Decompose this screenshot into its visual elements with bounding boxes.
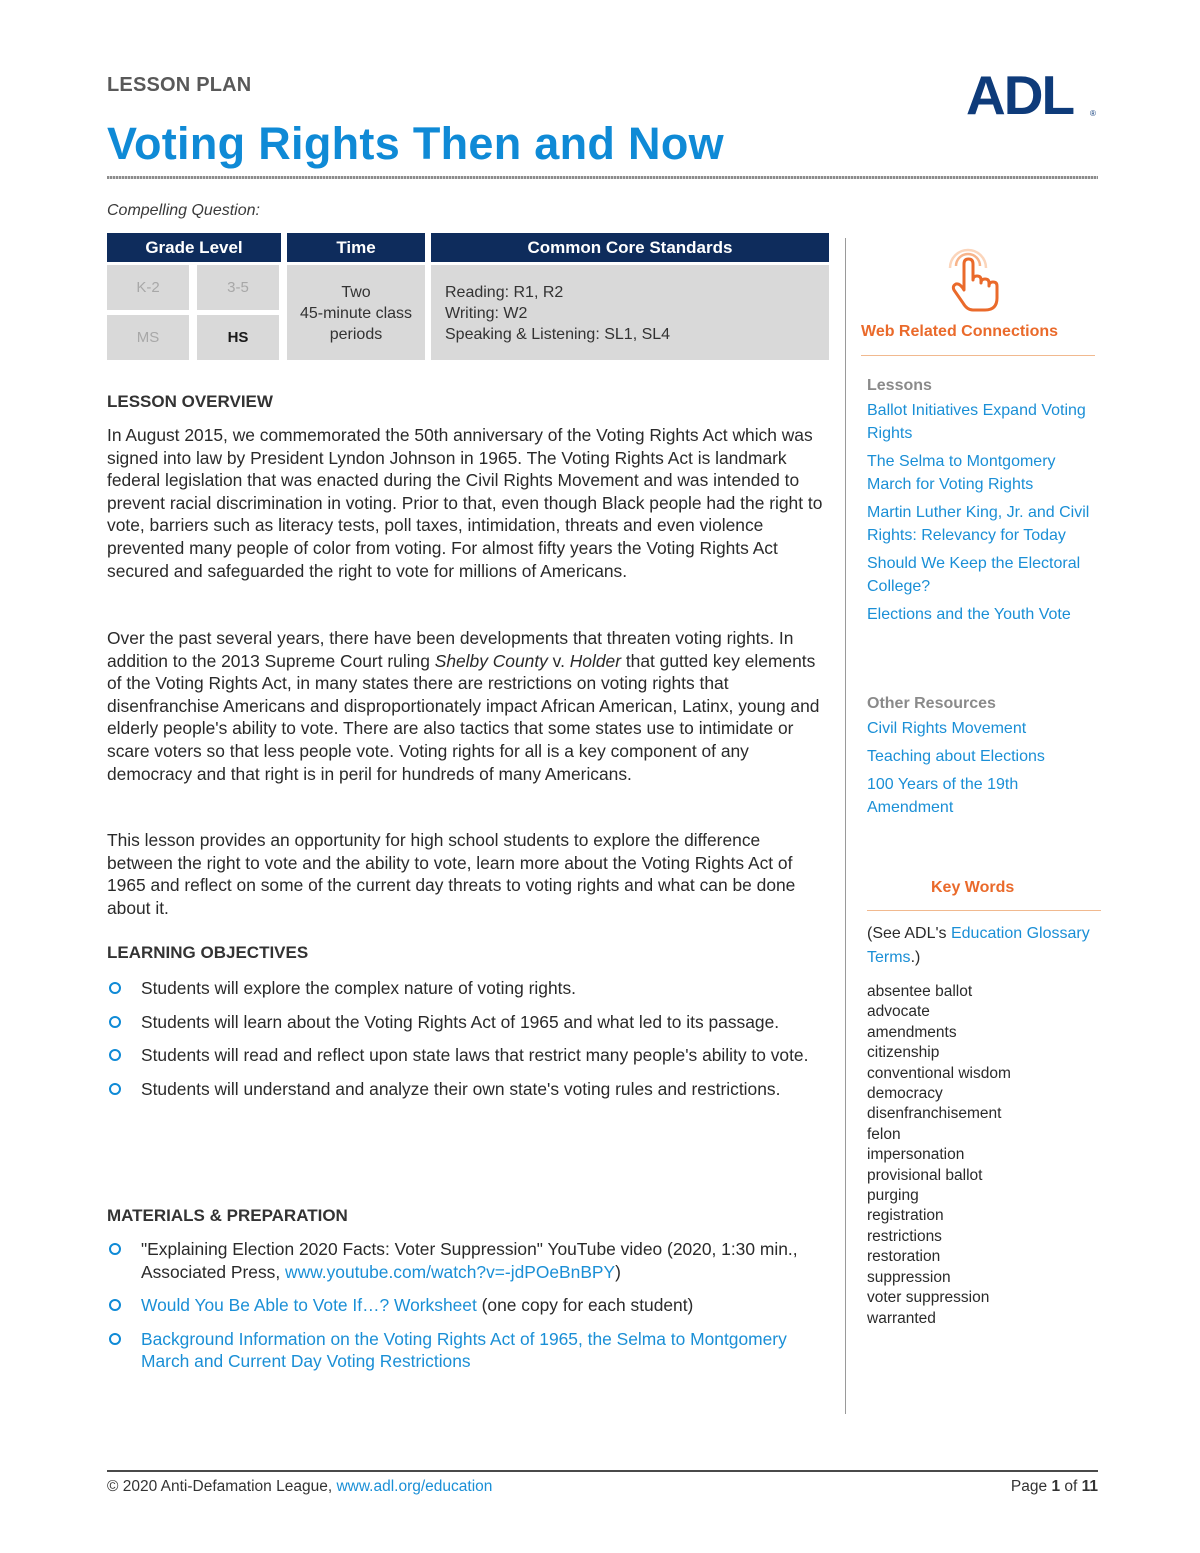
- other-resources-list: [867, 717, 1095, 824]
- grade-level-header: Grade Level: [107, 233, 281, 262]
- materials-list: [107, 1238, 829, 1373]
- footer-rule: [107, 1470, 1098, 1472]
- glossary-link[interactable]: Education Glossary Terms: [867, 925, 1090, 966]
- list-item: [867, 603, 1095, 626]
- list-item: [867, 399, 1095, 445]
- worksheet-link[interactable]: Would You Be Able to Vote If…? Worksheet: [141, 1295, 477, 1316]
- overview-paragraph-2: [107, 627, 829, 785]
- compelling-question: Compelling Question:: [107, 202, 260, 219]
- objective-text: Students will learn about the Voting Rights Act of 1965 and what led to its passage.: [141, 1011, 780, 1032]
- lesson-link-electoral-college[interactable]: Should We Keep the Electoral College?: [867, 555, 1081, 595]
- adl-education-link[interactable]: www.adl.org/education: [336, 1478, 493, 1495]
- grade-3-5: 3-5: [197, 265, 279, 310]
- time-header: Time: [287, 233, 425, 262]
- bullet-icon: [109, 1083, 121, 1095]
- bullet-icon: [109, 1243, 121, 1255]
- keyword-item: felon: [867, 1125, 901, 1143]
- keyword-item: absentee ballot: [867, 983, 973, 1000]
- overview-paragraph-1: In August 2015, we commemorated the 50th anniversary of the Voting Rights Act which was signed into law by President Lyndon Johnson in 1965. The Voting Rights Act is landmark federal legislation that was enacted during the Civil Rights Movement and was intended to prevent racial discrimination in voting. Prior to that, even though Black people had the right to vote, barriers such as literacy tests, poll taxes, intimidation, threats and even violence prevented many people of color from voting. For almost fifty years the Voting Rights Act secured and safeguarded the right to vote for millions of Americans.: [107, 425, 823, 581]
- list-item: [867, 773, 1095, 819]
- list-item: [107, 1044, 829, 1067]
- grade-ms: MS: [107, 315, 189, 360]
- keyword-item: amendments: [867, 1023, 957, 1041]
- lesson-link-ballot-initiatives[interactable]: Ballot Initiatives Expand Voting Rights: [867, 402, 1086, 442]
- time-line: periods: [329, 326, 383, 343]
- page-of-label: of: [1060, 1478, 1082, 1495]
- objective-text: Students will explore the complex nature of voting rights.: [141, 978, 576, 998]
- list-item: [867, 450, 1095, 496]
- keyword-item: warranted: [867, 1309, 936, 1327]
- objective-text: Students will understand and analyze their own state's voting rules and restrictions.: [141, 1078, 781, 1099]
- list-item: [107, 1294, 829, 1317]
- bullet-icon: [109, 1299, 121, 1311]
- keyword-item: provisional ballot: [867, 1166, 983, 1184]
- page-total: 11: [1081, 1478, 1098, 1495]
- lesson-overview-heading: LESSON OVERVIEW: [107, 392, 273, 411]
- keyword-item: voter suppression: [867, 1289, 990, 1307]
- keyword-item: citizenship: [867, 1044, 940, 1062]
- page-number: [1011, 1478, 1098, 1496]
- list-item: [107, 1011, 829, 1034]
- keyword-item: disenfranchisement: [867, 1105, 1002, 1123]
- keyword-item: restrictions: [867, 1227, 942, 1245]
- material-text: (one copy for each student): [476, 1295, 694, 1316]
- resource-link-civil-rights[interactable]: Civil Rights Movement: [867, 720, 1027, 737]
- keyword-item: restoration: [867, 1248, 941, 1266]
- list-item: [867, 552, 1095, 598]
- materials-heading: MATERIALS & PREPARATION: [107, 1206, 348, 1225]
- lessons-label: Lessons: [867, 377, 932, 394]
- key-words-heading: Key Words: [931, 879, 1015, 896]
- case-name-holder: Holder: [569, 650, 621, 671]
- adl-logo[interactable]: [966, 66, 1098, 120]
- grade-hs: HS: [197, 315, 279, 360]
- keyword-item: registration: [867, 1207, 944, 1225]
- list-item: [107, 977, 829, 1000]
- standard-line: Speaking & Listening: SL1, SL4: [445, 326, 671, 343]
- bullet-icon: [109, 982, 121, 994]
- page-label: Page: [1010, 1478, 1052, 1495]
- grade-k2: K-2: [107, 265, 189, 310]
- youtube-video-link[interactable]: www.youtube.com/watch?v=-jdPOeBnBPY: [285, 1261, 616, 1282]
- resource-link-19th-amendment[interactable]: 100 Years of the 19th Amendment: [867, 776, 1019, 816]
- list-item: [107, 1238, 829, 1283]
- lesson-link-youth-vote[interactable]: Elections and the Youth Vote: [867, 606, 1071, 623]
- overview-text: Over the past several years, there have been developments that threaten voting rights. In addition to the 2013 Supreme Court ruling: [107, 628, 794, 671]
- list-item: [867, 745, 1095, 768]
- objectives-list: [107, 977, 829, 1100]
- keyword-item: impersonation: [867, 1146, 965, 1164]
- standards-cell: [431, 265, 829, 360]
- sidebar-divider: [845, 238, 846, 1414]
- other-resources-label: Other Resources: [867, 695, 996, 712]
- keyword-item: purging: [867, 1187, 919, 1205]
- standard-line: Writing: W2: [445, 305, 528, 322]
- title-divider: [107, 176, 1098, 179]
- background-info-link[interactable]: Background Information on the Voting Rights Act of 1965, the Selma to Montgomery March and Current Day Voting Restrictions: [141, 1328, 787, 1372]
- key-words-rule: [867, 910, 1101, 911]
- list-item: [867, 501, 1095, 547]
- lesson-link-selma-march[interactable]: The Selma to Montgomery March for Voting Rights: [867, 453, 1056, 493]
- bullet-icon: [109, 1016, 121, 1028]
- web-connections-rule: [861, 355, 1095, 356]
- page-current: 1: [1051, 1478, 1061, 1495]
- time-cell: [287, 265, 425, 360]
- bullet-icon: [109, 1333, 121, 1345]
- key-words-intro-text: (See ADL's: [867, 925, 951, 942]
- overview-text: that gutted key elements of the Voting Rights Act, in many states there are restrictions on voting rights that disenfranchise Americans and disproportionately impact African American, Latinx, young and elderly people's ability to vote. There are also tactics that some states use to intimidate or scare voters so that less people vote. Voting rights for all is a key component of any democracy and that right is in peril for hundreds of many Americans.: [107, 650, 820, 784]
- registered-mark: ®: [1090, 109, 1096, 118]
- keyword-item: conventional wisdom: [867, 1064, 1011, 1082]
- list-item: [107, 1328, 829, 1373]
- material-text: ): [615, 1261, 621, 1282]
- common-core-header: Common Core Standards: [431, 233, 829, 262]
- overview-paragraph-3: This lesson provides an opportunity for high school students to explore the difference between the right to vote and the ability to vote, learn more about the Voting Rights Act of 1965 and reflect on some of the current day threats to voting rights and what can be done about it.: [107, 830, 796, 918]
- case-name-shelby: Shelby County: [434, 650, 548, 671]
- case-versus: v.: [547, 650, 570, 671]
- resource-link-elections[interactable]: Teaching about Elections: [867, 748, 1045, 765]
- adl-logo-mark: [966, 66, 1098, 120]
- web-connections-heading: Web Related Connections: [861, 323, 1059, 340]
- bullet-icon: [109, 1049, 121, 1061]
- keyword-item: suppression: [867, 1268, 951, 1286]
- footer-copyright: [107, 1478, 492, 1496]
- lesson-plan-label: LESSON PLAN: [107, 74, 252, 96]
- time-line: 45-minute class: [299, 305, 413, 322]
- lessons-list: [867, 399, 1095, 631]
- lesson-link-mlk[interactable]: Martin Luther King, Jr. and Civil Rights: Relevancy for Today: [867, 504, 1090, 544]
- key-words-intro: [867, 922, 1095, 970]
- standard-line: Reading: R1, R2: [445, 284, 564, 301]
- copyright-text: © 2020 Anti-Defamation League,: [107, 1478, 337, 1495]
- objective-text: Students will read and reflect upon state laws that restrict many people's ability to vote.: [141, 1045, 809, 1066]
- time-line: Two: [341, 284, 371, 301]
- keyword-item: advocate: [867, 1003, 930, 1021]
- page-title: Voting Rights Then and Now: [107, 118, 724, 169]
- material-text: "Explaining Election 2020 Facts: Voter Suppression" YouTube video (2020, 1:30 min., Associated Press,: [141, 1239, 798, 1282]
- key-words-list: [867, 982, 1095, 1329]
- pointing-hand-icon: [944, 244, 1000, 314]
- learning-objectives-heading: LEARNING OBJECTIVES: [107, 943, 309, 962]
- adl-logo-text: ADL: [966, 66, 1074, 120]
- list-item: [867, 717, 1095, 740]
- list-item: [107, 1078, 829, 1101]
- keyword-item: democracy: [867, 1085, 943, 1103]
- key-words-intro-text: .): [910, 949, 921, 966]
